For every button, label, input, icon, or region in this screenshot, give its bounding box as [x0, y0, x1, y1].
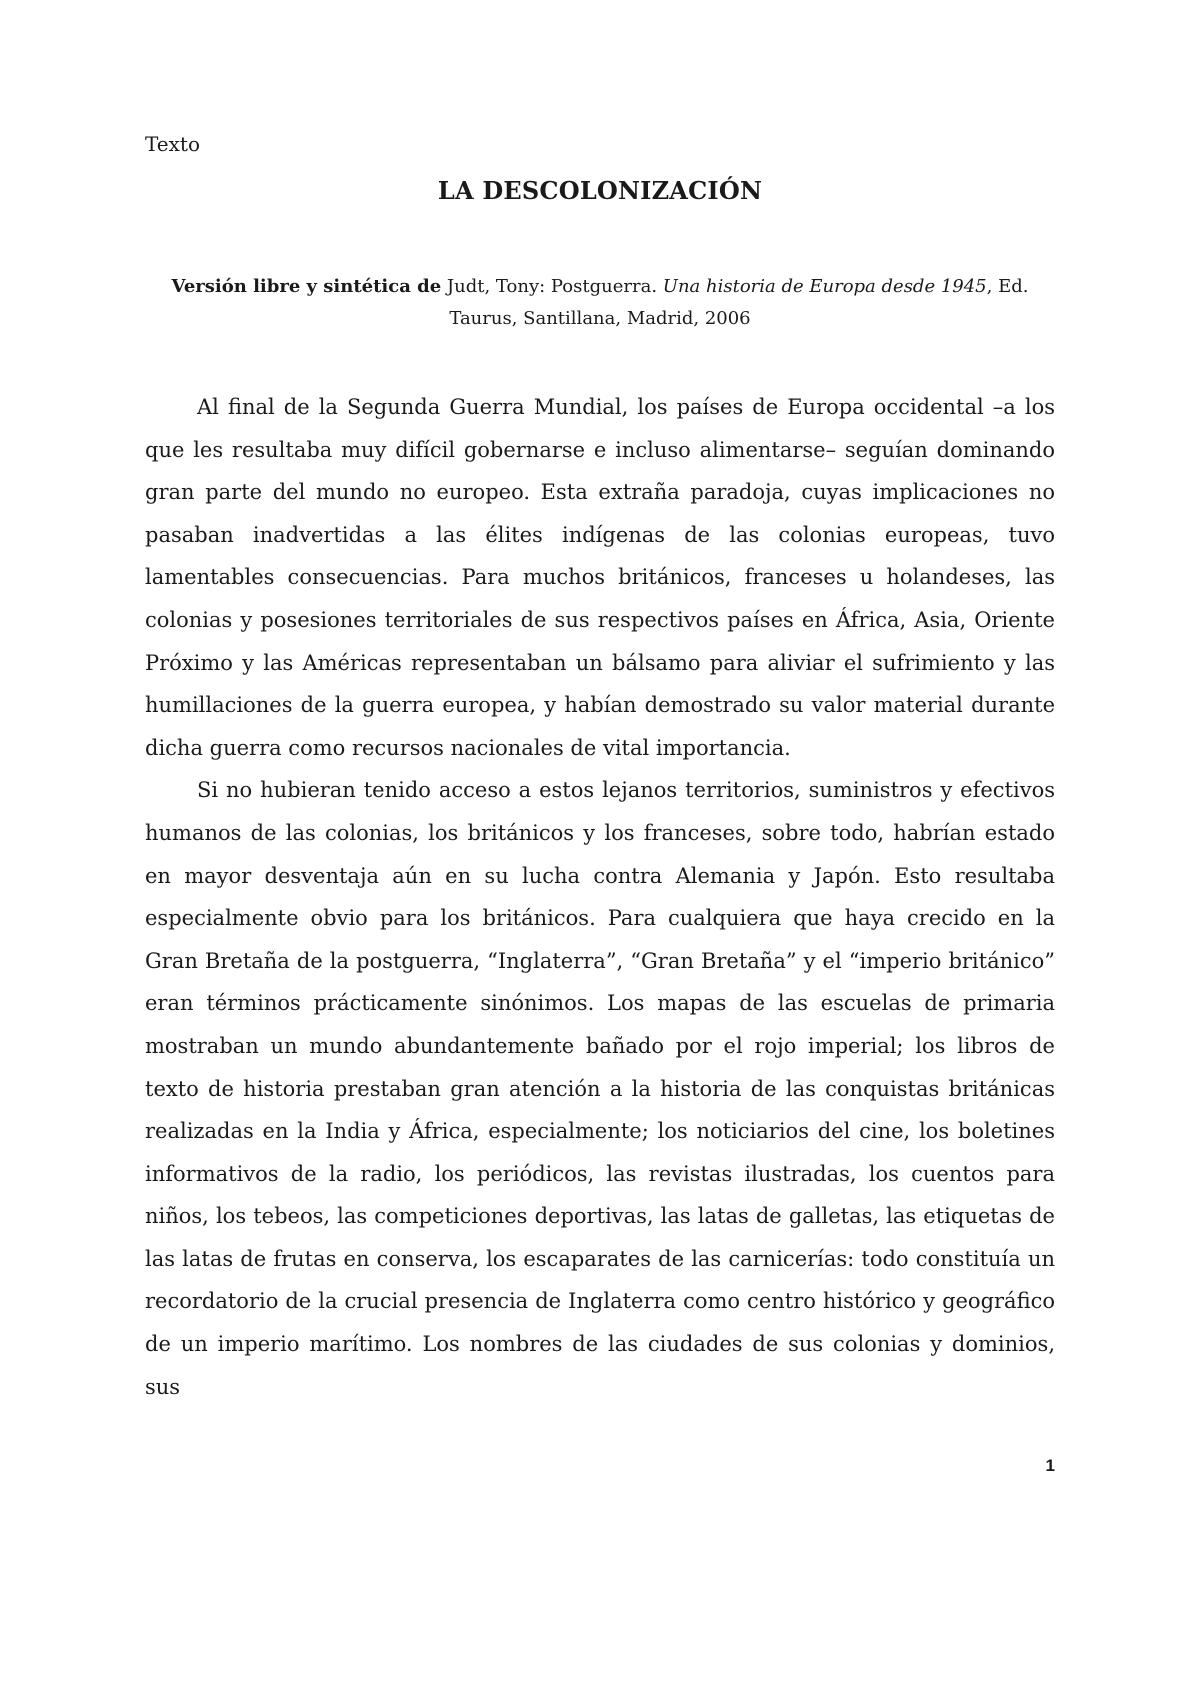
citation-publisher-1: , Ed.	[986, 276, 1029, 297]
citation-lead: Versión libre y sintética de	[171, 276, 442, 297]
citation-publisher-2: Taurus, Santillana, Madrid, 2006	[449, 308, 751, 329]
body-text	[145, 386, 1055, 1408]
citation-work: Una historia de Europa desde 1945	[662, 276, 987, 297]
paragraph-1: Al final de la Segunda Guerra Mundial, los países de Europa occidental –a los que les resultaba muy difícil gobernarse e incluso alimentarse– seguían dominando gran parte del mundo no europeo. Esta extraña paradoja, cuyas implicaciones no pasaban inadvertidas a las élites indígenas de las colonias europeas, tuvo lamentables consecuencias. Para muchos británicos, franceses u holandeses, las colonias y posesiones territoriales de sus respectivos países en África, Asia, Oriente Próximo y las Américas representaban un bálsamo para aliviar el sufrimiento y las humillaciones de la guerra europea, y habían demostrado su valor material durante dicha guerra como recursos nacionales de vital importancia.	[145, 395, 1055, 760]
document-label: Texto	[145, 132, 200, 156]
paragraph-2: Si no hubieran tenido acceso a estos lejanos territorios, suministros y efectivos humanos de las colonias, los británicos y los franceses, sobre todo, habrían estado en mayor desventaja aún en su lucha contra Alemania y Japón. Esto resultaba especialmente obvio para los británicos. Para cualquiera que haya crecido en la Gran Bretaña de la postguerra, “Inglaterra”, “Gran Bretaña” y el “imperio británico” eran términos prácticamente sinónimos. Los mapas de las escuelas de primaria mostraban un mundo abundantemente bañado por el rojo imperial; los libros de texto de historia prestaban gran atención a la historia de las conquistas británicas realizadas en la India y África, especialmente; los noticiarios del cine, los boletines informativos de la radio, los periódicos, las revistas ilustradas, los cuentos para niños, los tebeos, las competiciones deportivas, las latas de galletas, las etiquetas de las latas de frutas en conserva, los escaparates de las carnicerías: todo constituía un recordatorio de la crucial presencia de Inglaterra como centro histórico y geográfico de un imperio marítimo. Los nombres de las ciudades de sus colonias y dominios, sus	[145, 778, 1055, 1399]
citation	[145, 271, 1055, 335]
citation-author: Judt, Tony: Postguerra.	[441, 276, 663, 297]
page-title: LA DESCOLONIZACIÓN	[437, 176, 763, 205]
page-number: 1	[1045, 1456, 1055, 1475]
